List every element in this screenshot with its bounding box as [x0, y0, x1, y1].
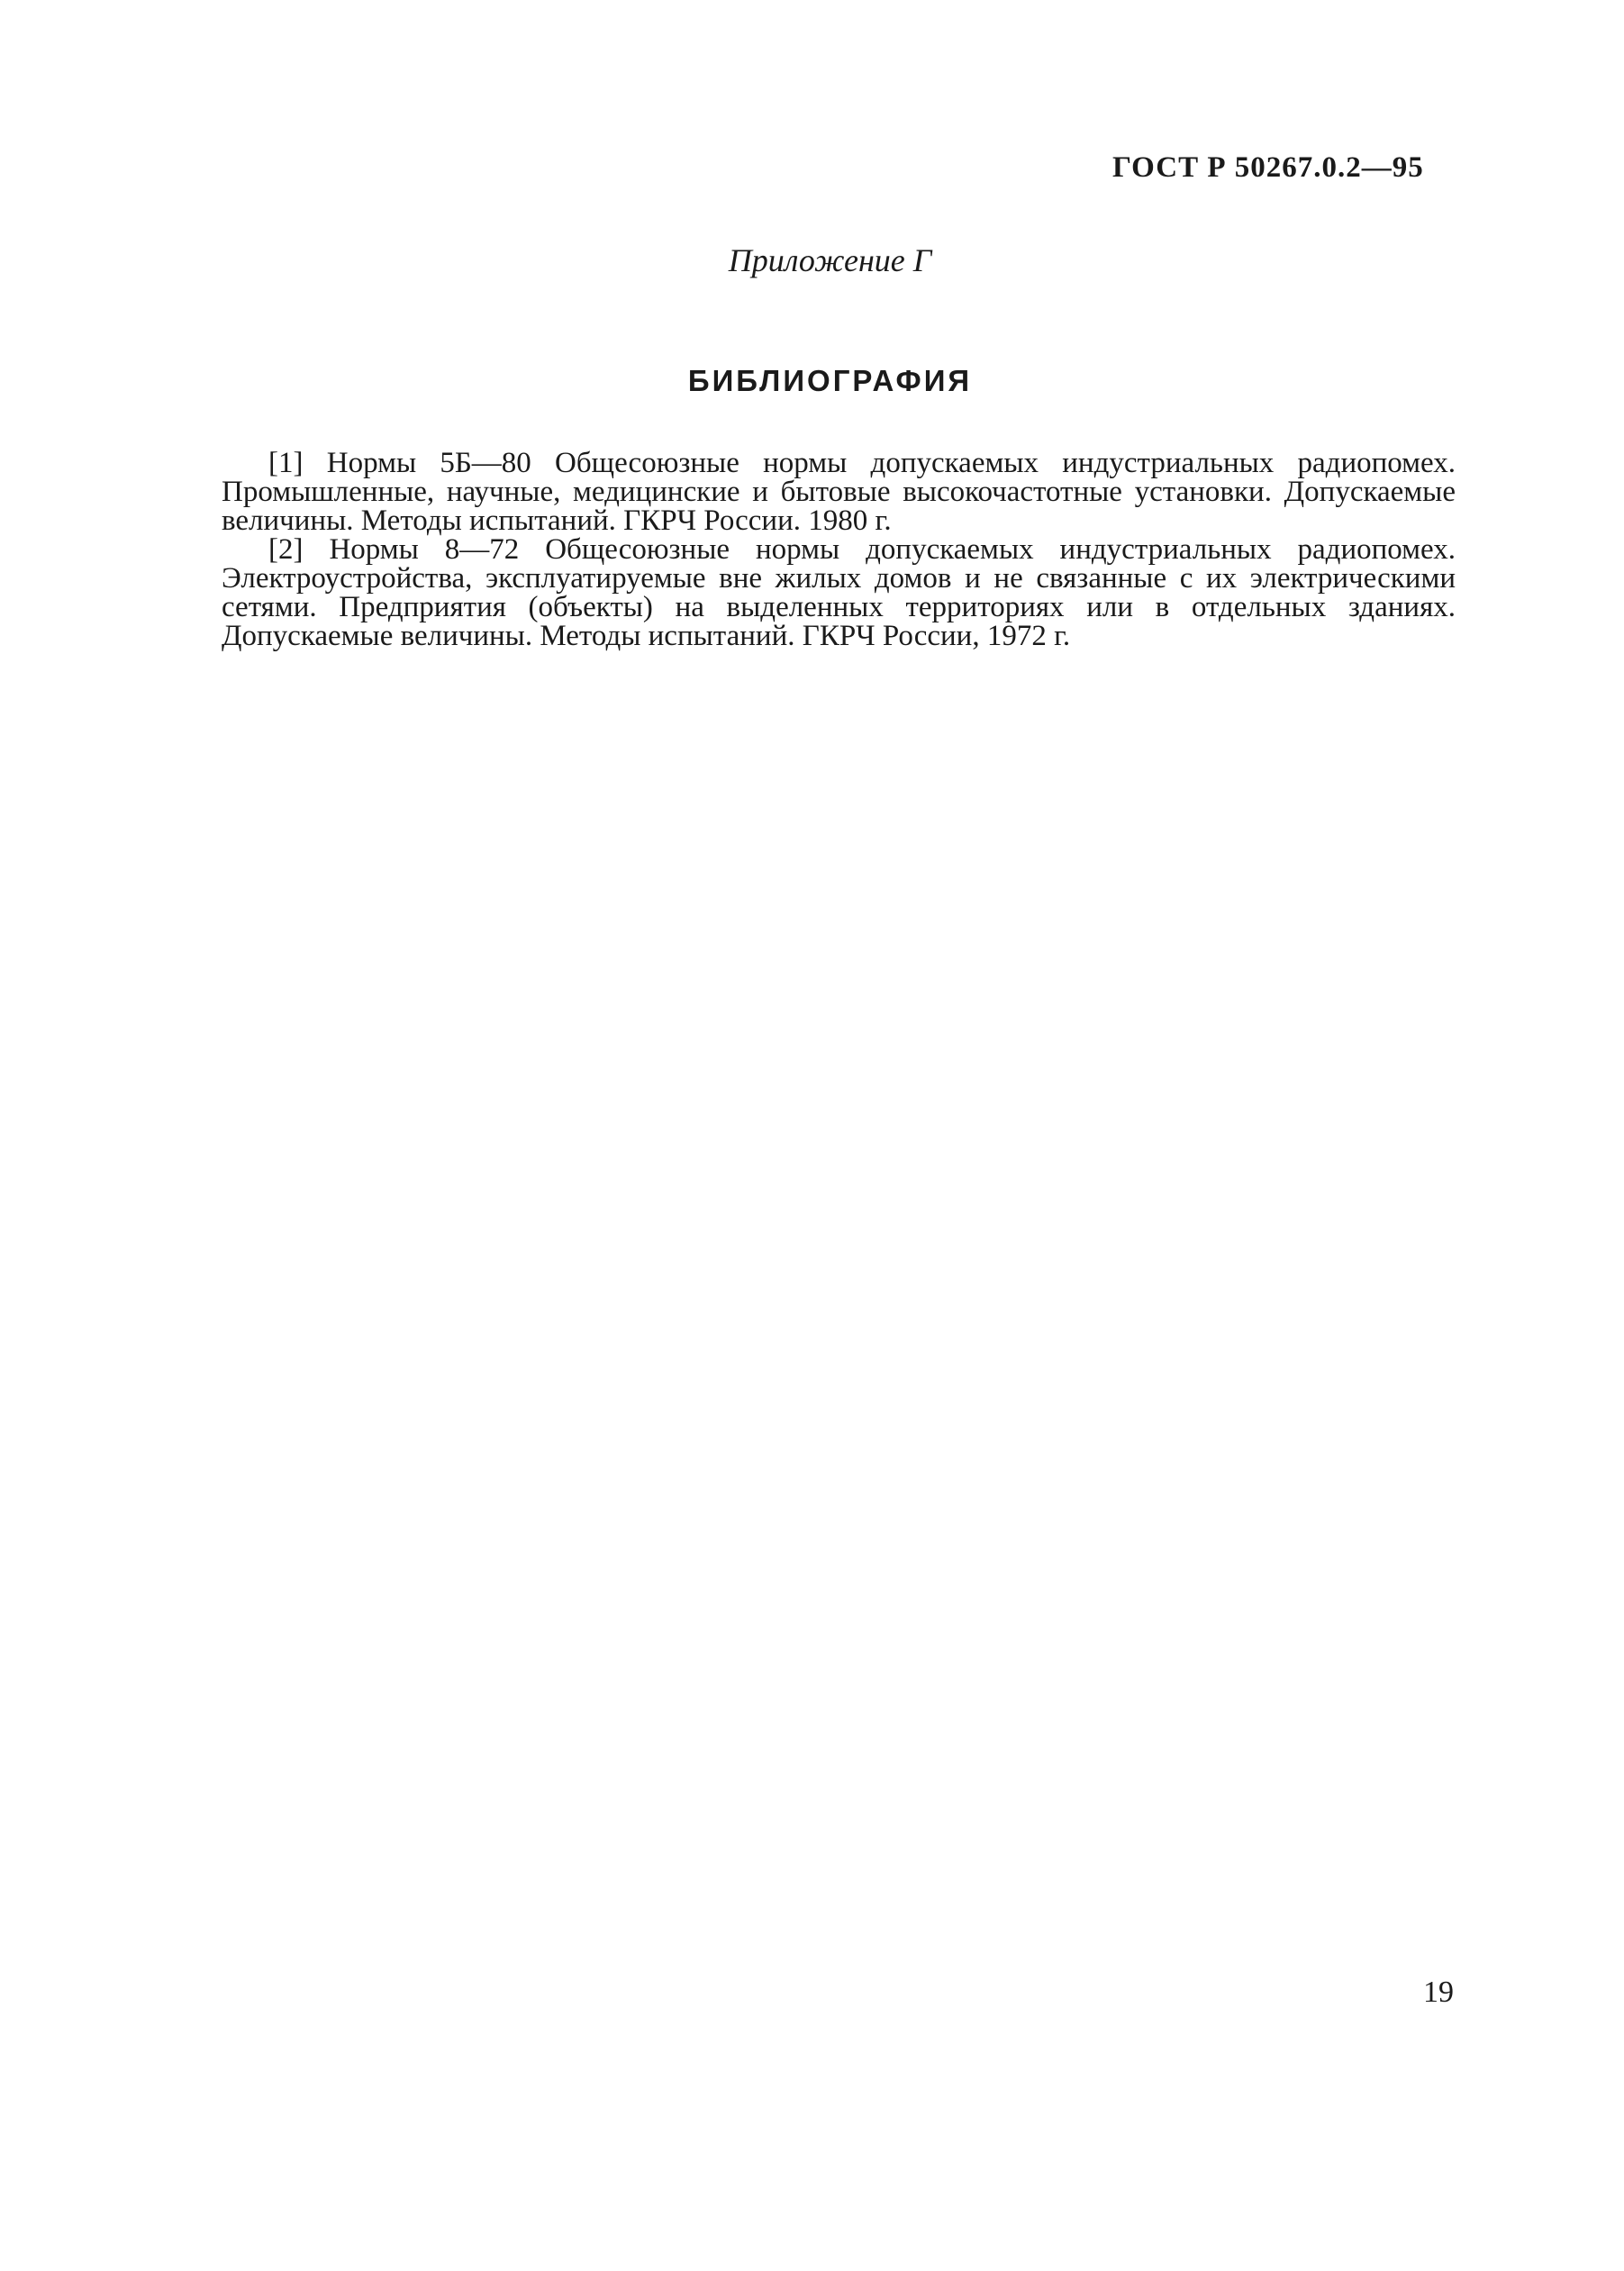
bibliography-entry [222, 449, 1456, 535]
bibliography-heading: БИБЛИОГРАФИЯ [687, 364, 973, 397]
page-number: 19 [1423, 1976, 1454, 2009]
entry-text: Нормы 8—72 Общесоюзные нормы допускаемых индустриальных радиопомех. Электроустройства, эксплуатируемые вне жилых домов и не связанные с их электрическими сетями. Предприятия (объекты) на выделенных территориях или в отдельных зданиях. Допускаемые величины. Методы испытаний. ГКРЧ России, 1972 г. [222, 533, 1456, 652]
bibliography-list [222, 449, 1456, 650]
appendix-title: Приложение Г [728, 242, 932, 278]
entry-text: Нормы 5Б—80 Общесоюзные нормы допускаемых индустриальных радиопомех. Промышленные, научные, медицинские и бытовые высокочастотные установки. Допускаемые величины. Методы испытаний. ГКРЧ России. 1980 г. [222, 447, 1456, 537]
entry-number: [1] [268, 447, 304, 479]
bibliography-entry [222, 535, 1456, 650]
document-code: ГОСТ Р 50267.0.2—95 [1112, 151, 1424, 184]
entry-number: [2] [268, 533, 304, 566]
